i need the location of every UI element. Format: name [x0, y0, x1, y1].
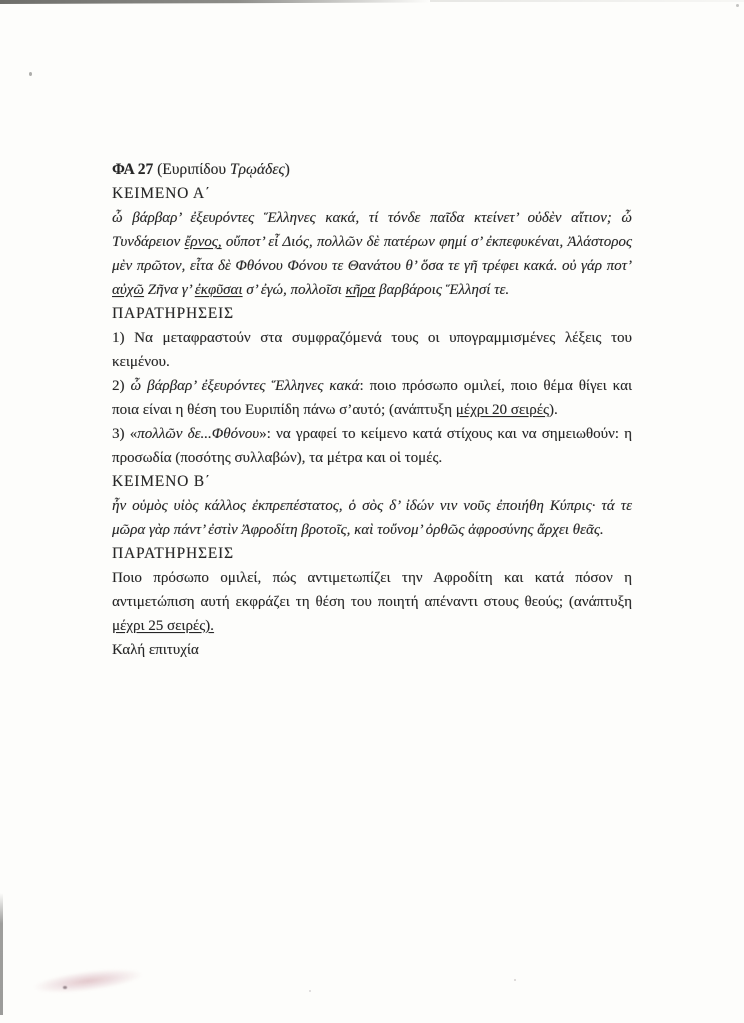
question-1: 1) Να μεταφραστούν στα συμφραζόμενά τους οι υπογραμμισμένες λέξεις του κειμένου. — [112, 330, 632, 370]
ink-fleck-artifact — [63, 986, 67, 989]
scan-top-edge-faint-artifact — [430, 0, 744, 2]
pink-smudge-artifact — [31, 964, 145, 998]
scan-top-edge-artifact — [0, 0, 430, 4]
scan-left-edge-artifact — [0, 893, 3, 1015]
observations-b-heading: ΠΑΡΑΤΗΡΗΣΕΙΣ — [112, 545, 234, 562]
question-3: 3) «πολλῶν δε...Φθόνου»: να γραφεί το κείμενο κατά στίχους και να σημειωθούν: η προσωδία (ποσότης συλλαβών), τα μέτρα και οἱ τομές. — [112, 426, 632, 466]
document-body — [112, 158, 632, 662]
question-2: 2) ὦ βάρβαρ’ ἐξευρόντες Ἕλληνες κακά: ποιο πρόσωπο ομιλεί, ποιο θέμα θίγει και ποια είναι η θέση του Ευριπίδη πάνω σ’αυτό; (ανάπτυξη μέχρι 20 σειρές). — [112, 378, 632, 418]
scan-speck — [309, 990, 311, 992]
closing-wish: Καλή επιτυχία — [112, 642, 199, 658]
question-b: Ποιο πρόσωπο ομιλεί, πώς αντιμετωπίζει την Αφροδίτη και κατά πόσον η αντιμετώπιση αυτή εκφράζει τη θέση του ποιητή απέναντι στους θεούς; (ανάπτυξη μέχρι 25 σειρές). — [112, 570, 632, 634]
scan-speck — [514, 979, 516, 981]
scan-speck — [29, 72, 32, 76]
section-a-heading: ΚΕΙΜΕΝΟ Α΄ — [112, 185, 211, 202]
scan-speck — [736, 4, 739, 7]
section-b-heading: ΚΕΙΜΕΝΟ Β΄ — [112, 473, 211, 490]
observations-a-heading: ΠΑΡΑΤΗΡΗΣΕΙΣ — [112, 305, 234, 322]
text-b-passage: ἦν οὑμὸς υἱὸς κάλλος ἐκπρεπέστατος, ὁ σὸς δ’ ἰδών νιν νοῦς ἐποιήθη Κύπρις· τά τε μῶρα γὰρ πάντ’ ἐστὶν Ἀφροδίτη βροτοῖς, καὶ τοὔνομ’ ὀρθῶς ἀφροσύνης ἄρχει θεᾶς. — [112, 498, 632, 538]
text-a-passage: ὦ βάρβαρ’ ἐξευρόντες Ἕλληνες κακά, τί τόνδε παῖδα κτείνετ’ οὐδὲν αἴτιον; ὦ Τυνδάρειον ἔρνος, οὔποτ’ εἶ Διός, πολλῶν δὲ πατέρων φημί σ’ ἐκπεφυκέναι, Ἀλάστορος μὲν πρῶτον, εἶτα δὲ Φθόνου Φόνου τε Θανάτου θ’ ὅσα τε γῆ τρέφει κακά. οὐ γάρ ποτ’ αὐχῶ Ζῆνα γ’ ἐκφῦσαι σ’ ἐγώ, πολλοῖσι κῆρα βαρβάροις Ἕλλησί τε. — [112, 210, 633, 298]
exam-title: ΦΑ 27 (Ευριπίδου Τρῳάδες) — [112, 161, 290, 178]
